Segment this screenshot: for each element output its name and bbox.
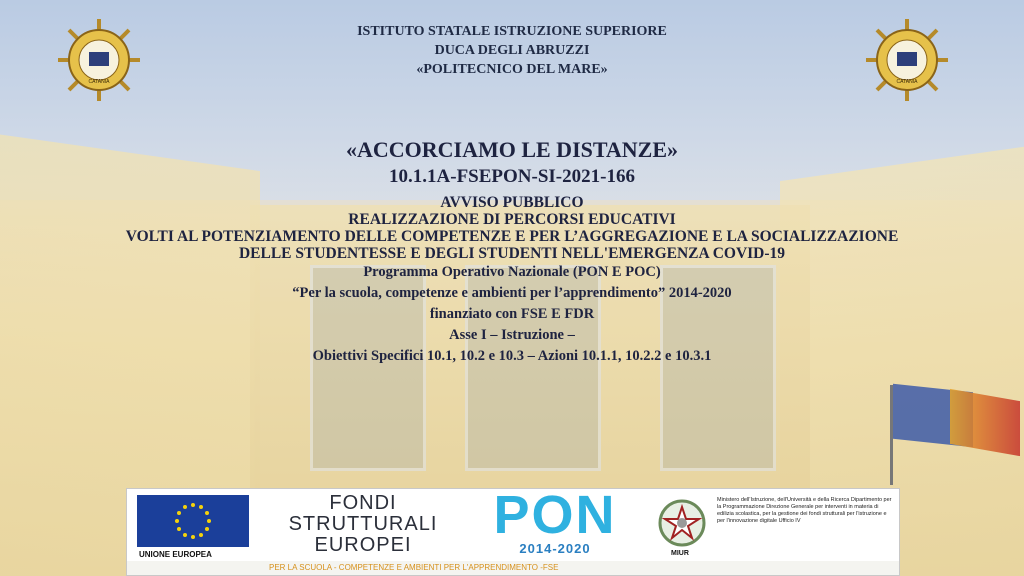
school-line-1: ISTITUTO STATALE ISTRUZIONE SUPERIORE [357,24,667,39]
project-title: «ACCORCIAMO LE DISTANZE» [345,137,679,162]
main-text-block [60,136,964,367]
school-line-2: DUCA DEGLI ABRUZZI [434,43,590,58]
seal-text: CATANIA [88,79,110,85]
italian-republic-emblem [655,497,709,549]
miur-label: MIUR [671,550,689,557]
program-line-3: finanziato con FSE E FDR [429,306,595,322]
pon-years: 2014-2020 [519,541,591,556]
fondi-line-2: STRUTTURALI [288,513,438,535]
project-code: 10.1.1A-FSEPON-SI-2021-166 [389,166,635,187]
program-line-2: “Per la scuola, competenze e ambienti per l’apprendimento” 2014-2020 [292,285,732,301]
eu-label: UNIONE EUROPEA [139,550,212,559]
pon-logo [475,485,635,556]
school-header [262,22,762,79]
school-seal-right [864,17,950,103]
funding-banner [126,485,900,576]
ministry-text: Ministero dell'Istruzione, dell'Università e della Ricerca Dipartimento per la Programmazione Direzione Generale per interventi in materia di edilizia scolastica, per la gestione dei fondi strutturali per l'istruzione e per l'innovazione digitale Ufficio IV [717,497,892,524]
fondi-line-3: EUROPEI [314,534,412,556]
fondi-line-1: FONDI [329,492,397,514]
notice-line-2: REALIZZAZIONE DI PERCORSI EDUCATIVI [348,211,676,228]
footer-tagline: PER LA SCUOLA - COMPETENZE E AMBIENTI PER L'APPRENDIMENTO -FSE [127,561,899,575]
program-line-5: Obiettivi Specifici 10.1, 10.2 e 10.3 – Azioni 10.1.1, 10.2.2 e 10.3.1 [312,348,712,364]
program-line-4: Asse I – Istruzione – [449,327,575,343]
fondi-strutturali-logo [273,493,453,556]
notice-line-4: DELLE STUDENTESSE E DEGLI STUDENTI NELL'EMERGENZA COVID-19 [238,245,786,262]
program-line-1: Programma Operativo Nazionale (PON E POC) [363,264,661,280]
notice-line-1: AVVISO PUBBLICO [440,194,584,211]
seal-text: CATANIA [896,79,918,85]
school-seal-left [56,17,142,103]
notice-line-3: VOLTI AL POTENZIAMENTO DELLE COMPETENZE E PER L’AGGREGAZIONE E LA SOCIALIZZAZIONE [125,228,899,245]
eu-flag-logo [137,495,249,547]
school-line-3: «POLITECNICO DEL MARE» [416,62,608,77]
pon-text: PON [493,485,617,545]
